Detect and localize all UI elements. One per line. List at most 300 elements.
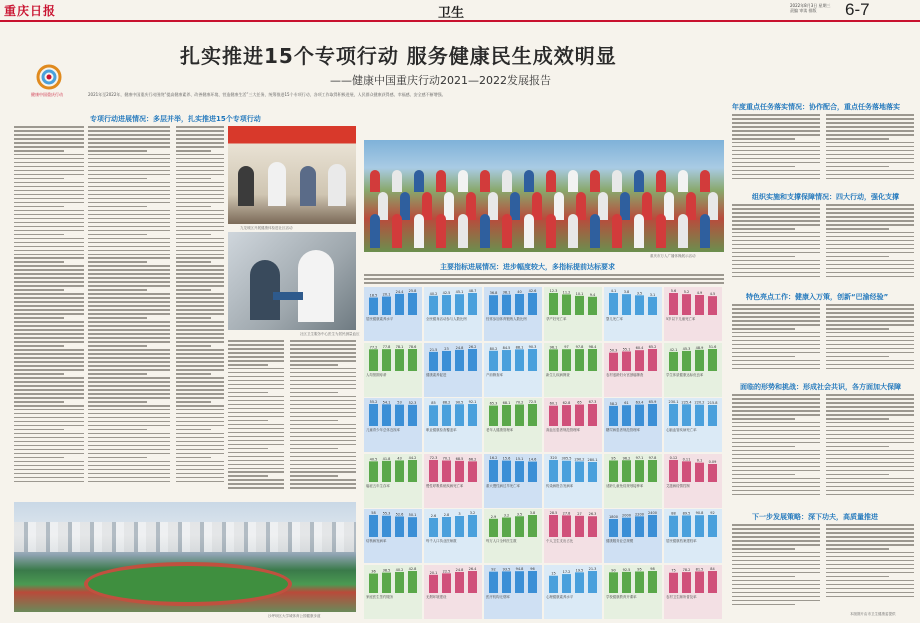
text-line <box>176 269 224 271</box>
text-line <box>176 313 224 315</box>
indicator-bar <box>468 571 477 593</box>
indicator-bar <box>408 405 417 426</box>
text-line <box>14 273 84 275</box>
text-line <box>176 477 224 479</box>
indicator-label: 农村适龄妇女宫颈癌筛查 <box>606 372 644 377</box>
text-line <box>826 556 914 558</box>
bar-value-label: 54.1 <box>382 400 391 405</box>
text-line <box>732 216 820 218</box>
text-line <box>228 392 268 394</box>
text-line <box>228 432 284 434</box>
bar-value-label: 38.1 <box>502 290 511 295</box>
indicator-label: 5岁以下儿童死亡率 <box>666 317 696 321</box>
text-line <box>826 268 914 270</box>
text-line <box>732 340 820 342</box>
indicator-bar <box>549 349 558 371</box>
text-line <box>14 250 84 252</box>
text-line <box>14 329 84 331</box>
bar-value-label: 44.2 <box>408 455 417 460</box>
text-line <box>826 158 914 160</box>
indicator-label: 个人卫生支出占比 <box>546 539 574 543</box>
bar-value-label: 62.8 <box>562 401 571 406</box>
text-line <box>290 348 356 350</box>
indicator-bar <box>635 460 644 482</box>
text-line <box>228 471 284 473</box>
text-line <box>732 348 820 350</box>
bar-value-label: 96 <box>530 566 535 571</box>
bar-value-label: 48.7 <box>468 289 477 293</box>
photo-credit: 本版图片由市卫生健康委提供 <box>850 612 896 616</box>
mini-bar-chart <box>664 398 722 428</box>
text-line <box>826 368 914 370</box>
text-line <box>732 524 820 526</box>
text-line <box>732 308 820 310</box>
text-line <box>88 461 170 463</box>
text-line <box>176 473 224 475</box>
text-line <box>826 244 914 246</box>
text-line <box>88 421 170 423</box>
masthead <box>0 0 920 22</box>
bar-value-label: 28.5 <box>549 511 558 515</box>
text-line <box>14 174 84 176</box>
text-line <box>88 285 170 287</box>
indicator-cell <box>364 398 422 452</box>
text-line <box>14 182 84 184</box>
indicator-bar <box>395 516 404 537</box>
indicator-bar <box>588 404 597 426</box>
bar-value-label: 40.2 <box>395 567 404 572</box>
indicator-bar <box>489 295 498 315</box>
bar-value-label: 21.3 <box>588 566 597 571</box>
bar-value-label: 2000 <box>622 513 631 518</box>
text-line <box>826 466 914 468</box>
text-line <box>88 453 170 455</box>
text-line <box>176 469 224 471</box>
text-line <box>826 122 914 124</box>
text-line <box>732 470 820 472</box>
text-line <box>826 552 914 554</box>
indicator-bar <box>575 405 584 426</box>
text-line <box>290 376 356 378</box>
text-line <box>826 446 889 448</box>
text-line <box>228 440 284 442</box>
mini-bar-chart <box>664 343 722 373</box>
bar-value-label: 23 <box>444 346 449 351</box>
text-line <box>732 174 820 176</box>
text-line <box>732 418 795 420</box>
text-line <box>14 389 84 391</box>
text-line <box>228 448 268 450</box>
text-line <box>14 481 84 483</box>
text-line <box>14 461 84 463</box>
indicator-label: 儿童青少年总体近视率 <box>366 428 400 432</box>
text-line <box>826 328 889 330</box>
text-line <box>14 226 84 228</box>
bar-value-label: 26.3 <box>588 512 597 517</box>
text-line <box>176 329 224 331</box>
text-line <box>228 372 284 374</box>
indicator-bar <box>695 349 704 370</box>
column-text <box>290 340 356 500</box>
indicator-grid <box>364 287 724 620</box>
indicator-cell <box>664 454 722 508</box>
text-line <box>14 333 84 335</box>
text-line <box>290 460 356 462</box>
photo-caption: 重庆市万人广播体操展示活动 <box>650 254 696 258</box>
text-line <box>176 449 224 451</box>
text-line <box>826 394 914 396</box>
bar-value-label: 97 <box>564 344 569 349</box>
text-line <box>176 210 224 212</box>
indicator-label: 无烟环境建设 <box>426 594 447 599</box>
indicator-label: 传染病报告发病率 <box>546 483 574 488</box>
indicator-label: 糖尿病患者规范管理率 <box>606 428 640 432</box>
bar-value-label: 11.2 <box>562 290 571 295</box>
text-line <box>732 272 820 274</box>
crowd-figure <box>546 170 556 192</box>
health-logo-icon <box>28 64 70 90</box>
text-line <box>14 234 64 236</box>
text-line <box>176 146 224 148</box>
bar-value-label: 97.8 <box>648 455 657 460</box>
text-line <box>826 540 914 542</box>
text-line <box>732 276 820 278</box>
indicator-bar <box>442 350 451 370</box>
text-line <box>732 332 820 334</box>
mini-bar-chart <box>364 343 422 373</box>
text-line <box>732 568 820 570</box>
text-line <box>14 449 84 451</box>
bar-value-label: 19.5 <box>575 567 584 572</box>
bar-value-label: 72.3 <box>429 455 438 460</box>
bar-value-label: 84.5 <box>502 345 511 350</box>
text-line <box>14 453 84 455</box>
bar-value-label: 92.5 <box>622 567 631 572</box>
text-line <box>88 465 170 467</box>
text-line <box>88 230 170 232</box>
indicator-label: 人均预期寿命 <box>366 372 387 377</box>
crowd-figure <box>664 192 674 220</box>
text-line <box>826 236 914 238</box>
bar-value-label: 36 <box>371 569 376 574</box>
crowd-figure <box>444 192 454 220</box>
text-line <box>228 428 284 430</box>
photo-caption: 社区卫生服务中心医生为居民测量血压 <box>300 332 360 336</box>
text-line <box>88 277 170 279</box>
text-line <box>826 364 914 366</box>
text-line <box>732 584 820 586</box>
indicator-label: 孕产妇死亡率 <box>546 317 567 321</box>
text-line <box>732 162 820 164</box>
text-line <box>176 214 224 216</box>
text-line <box>826 406 914 408</box>
mini-bar-chart <box>544 343 602 373</box>
text-line <box>826 344 914 346</box>
text-line <box>88 174 170 176</box>
indicator-label: 慢性呼吸系统疾病死亡率 <box>426 483 464 488</box>
indicator-bar <box>695 571 704 593</box>
bar-value-label: 40.2 <box>429 291 438 296</box>
indicator-bar <box>575 461 584 482</box>
bar-value-label: 15 <box>551 571 556 576</box>
text-line <box>14 154 84 156</box>
text-line <box>88 150 147 152</box>
text-line <box>176 273 224 275</box>
text-line <box>88 162 170 164</box>
text-line <box>176 265 224 267</box>
text-line <box>176 186 224 188</box>
indicator-bar <box>682 572 691 593</box>
indicator-bar <box>682 294 691 315</box>
bar-value-label: 9.4 <box>589 292 596 297</box>
text-line <box>14 473 84 475</box>
text-line <box>290 396 356 398</box>
bar-value-label: 15.6 <box>502 456 511 461</box>
bar-value-label: 225.4 <box>681 400 692 405</box>
indicator-bar <box>369 515 378 537</box>
editor-text: 责编 审读 排版 <box>790 8 817 13</box>
bar-value-label: 70.1 <box>442 455 451 460</box>
bar-value-label: 98 <box>650 566 655 571</box>
text-line <box>176 425 224 427</box>
indicator-cell <box>664 565 722 619</box>
text-line <box>826 398 914 400</box>
text-line <box>176 301 224 303</box>
text-line <box>826 494 914 496</box>
text-line <box>14 317 64 319</box>
text-line <box>732 556 820 558</box>
mini-bar-chart <box>604 454 662 484</box>
text-line <box>88 269 170 271</box>
text-line <box>88 257 170 259</box>
bar-value-label: 5.2 <box>683 290 690 295</box>
text-line <box>176 126 224 128</box>
crowd-figure <box>590 214 600 248</box>
bar-value-label: 72.5 <box>528 400 537 404</box>
text-line <box>88 341 170 343</box>
text-line <box>88 134 170 136</box>
text-line <box>14 158 84 160</box>
indicator-cell <box>544 343 602 397</box>
indicator-bar <box>622 571 631 592</box>
text-line <box>732 312 820 314</box>
text-line <box>228 416 284 418</box>
text-line <box>826 410 914 412</box>
text-line <box>228 408 284 410</box>
text-line <box>826 426 914 428</box>
text-line <box>826 588 914 590</box>
text-line <box>826 524 914 526</box>
indicator-bar <box>708 571 717 593</box>
indicator-cell <box>544 565 602 619</box>
text-line <box>14 345 64 347</box>
text-line <box>228 344 284 346</box>
indicator-bar <box>682 404 691 426</box>
indicator-cell <box>424 509 482 563</box>
bar-value-label: 60.4 <box>635 345 644 350</box>
crowd-figure <box>576 192 586 220</box>
text-line <box>364 274 724 276</box>
page-title: 扎实推进15个专项行动 服务健康民生成效明显 <box>180 44 617 68</box>
indicator-bar <box>455 404 464 426</box>
text-line <box>176 389 224 391</box>
text-line <box>14 146 84 148</box>
text-line <box>88 166 170 168</box>
text-line <box>290 384 356 386</box>
text-line <box>826 308 914 310</box>
indicator-label: 老年人健康管理率 <box>486 428 514 432</box>
bar-value-label: 27 <box>577 511 582 516</box>
indicator-bar <box>515 461 524 482</box>
text-line <box>14 281 84 283</box>
column-text <box>176 126 224 501</box>
bar-value-label: 97.1 <box>635 455 644 460</box>
text-line <box>88 190 170 192</box>
indicator-bar <box>502 571 511 593</box>
text-line <box>228 360 284 362</box>
text-line <box>14 166 84 168</box>
indicator-bar <box>369 298 378 315</box>
text-line <box>290 340 356 342</box>
text-line <box>732 494 820 496</box>
text-line <box>88 210 170 212</box>
crowd-figure <box>620 192 630 220</box>
text-line <box>88 178 147 180</box>
crowd-figure <box>634 214 644 248</box>
text-line <box>176 154 224 156</box>
text-line <box>732 454 820 456</box>
indicator-bar <box>528 461 537 481</box>
indicator-bar <box>622 351 631 371</box>
bar-value-label: 4.5 <box>709 292 716 297</box>
mini-bar-chart <box>484 398 542 428</box>
text-line <box>88 313 170 315</box>
text-line <box>732 240 820 242</box>
text-line <box>826 256 889 258</box>
text-line <box>14 353 84 355</box>
indicator-label: 每万人口全科医生数 <box>486 539 517 543</box>
text-line <box>176 345 211 347</box>
text-line <box>88 130 170 132</box>
text-line <box>14 254 84 256</box>
indicator-bar <box>549 293 558 315</box>
photo-stadium <box>14 502 356 612</box>
mini-bar-chart <box>364 398 422 428</box>
text-line <box>732 142 820 144</box>
text-line <box>732 134 820 136</box>
bar-value-label: 38.5 <box>382 568 391 573</box>
indicator-label: 癌症五年生存率 <box>366 483 390 488</box>
text-line <box>732 316 820 318</box>
indicator-label: 每千人口执业医师数 <box>426 539 457 543</box>
text-line <box>228 348 284 350</box>
text-line <box>176 198 224 200</box>
text-line <box>14 202 84 204</box>
indicator-bar <box>429 518 438 537</box>
text-line <box>826 462 914 464</box>
crowd-figure <box>612 214 622 248</box>
column-text <box>228 340 284 500</box>
text-line <box>176 297 224 299</box>
indicator-bar <box>468 349 477 371</box>
text-line <box>14 126 84 128</box>
indicator-label: 适龄儿童免疫规划接种率 <box>606 483 644 488</box>
text-line <box>88 206 147 208</box>
indicator-bar <box>648 297 657 315</box>
text-line <box>826 312 914 314</box>
crowd-figure <box>612 170 622 192</box>
text-line <box>732 224 820 226</box>
text-line <box>88 238 170 240</box>
crowd-figure <box>436 214 446 248</box>
text-line <box>14 373 64 375</box>
text-line <box>176 234 211 236</box>
text-line <box>826 430 914 432</box>
text-line <box>826 336 914 338</box>
text-line <box>732 438 820 440</box>
bar-value-label: 65.2 <box>648 344 657 349</box>
column-text <box>826 304 914 376</box>
text-line <box>14 305 84 307</box>
indicator-bar <box>588 516 597 537</box>
crowd-figure <box>656 214 666 248</box>
indicator-bar <box>395 405 404 426</box>
text-line <box>176 150 211 152</box>
mini-bar-chart <box>424 343 482 373</box>
bar-value-label: 0.09 <box>708 459 717 464</box>
bar-value-label: 320 <box>550 455 557 460</box>
text-line <box>88 297 170 299</box>
bar-value-label: 98.4 <box>588 344 597 349</box>
crowd-figure <box>392 170 402 192</box>
indicator-bar <box>635 350 644 371</box>
column-text <box>826 114 914 186</box>
text-line <box>826 240 914 242</box>
bar-value-label: 5.6 <box>670 289 677 293</box>
text-line <box>88 477 170 479</box>
text-line <box>88 365 170 367</box>
text-line <box>176 222 224 224</box>
indicator-bar <box>369 404 378 426</box>
text-line <box>732 426 820 428</box>
bar-value-label: 52.3 <box>408 400 417 405</box>
text-line <box>88 305 170 307</box>
text-line <box>826 320 914 322</box>
text-line <box>88 345 147 347</box>
bar-value-label: 36.8 <box>489 291 498 296</box>
text-line <box>176 353 224 355</box>
text-line <box>732 356 795 358</box>
text-line <box>228 384 284 386</box>
bar-value-label: 40 <box>517 289 522 294</box>
text-line <box>364 282 724 284</box>
bar-value-label: 230.1 <box>668 400 679 404</box>
mini-bar-chart <box>484 454 542 484</box>
bar-value-label: 78.6 <box>408 344 417 349</box>
text-line <box>88 405 170 407</box>
text-line <box>88 425 170 427</box>
indicator-bar <box>708 349 717 371</box>
text-line <box>228 452 284 454</box>
text-line <box>826 486 914 488</box>
bar-value-label: 48.9 <box>695 345 704 350</box>
indicator-bar <box>549 406 558 426</box>
text-line <box>732 462 820 464</box>
text-line <box>826 490 914 492</box>
bar-value-label: 42.6 <box>528 289 537 293</box>
bar-value-label: 90.3 <box>528 344 537 349</box>
indicator-bar <box>429 405 438 426</box>
